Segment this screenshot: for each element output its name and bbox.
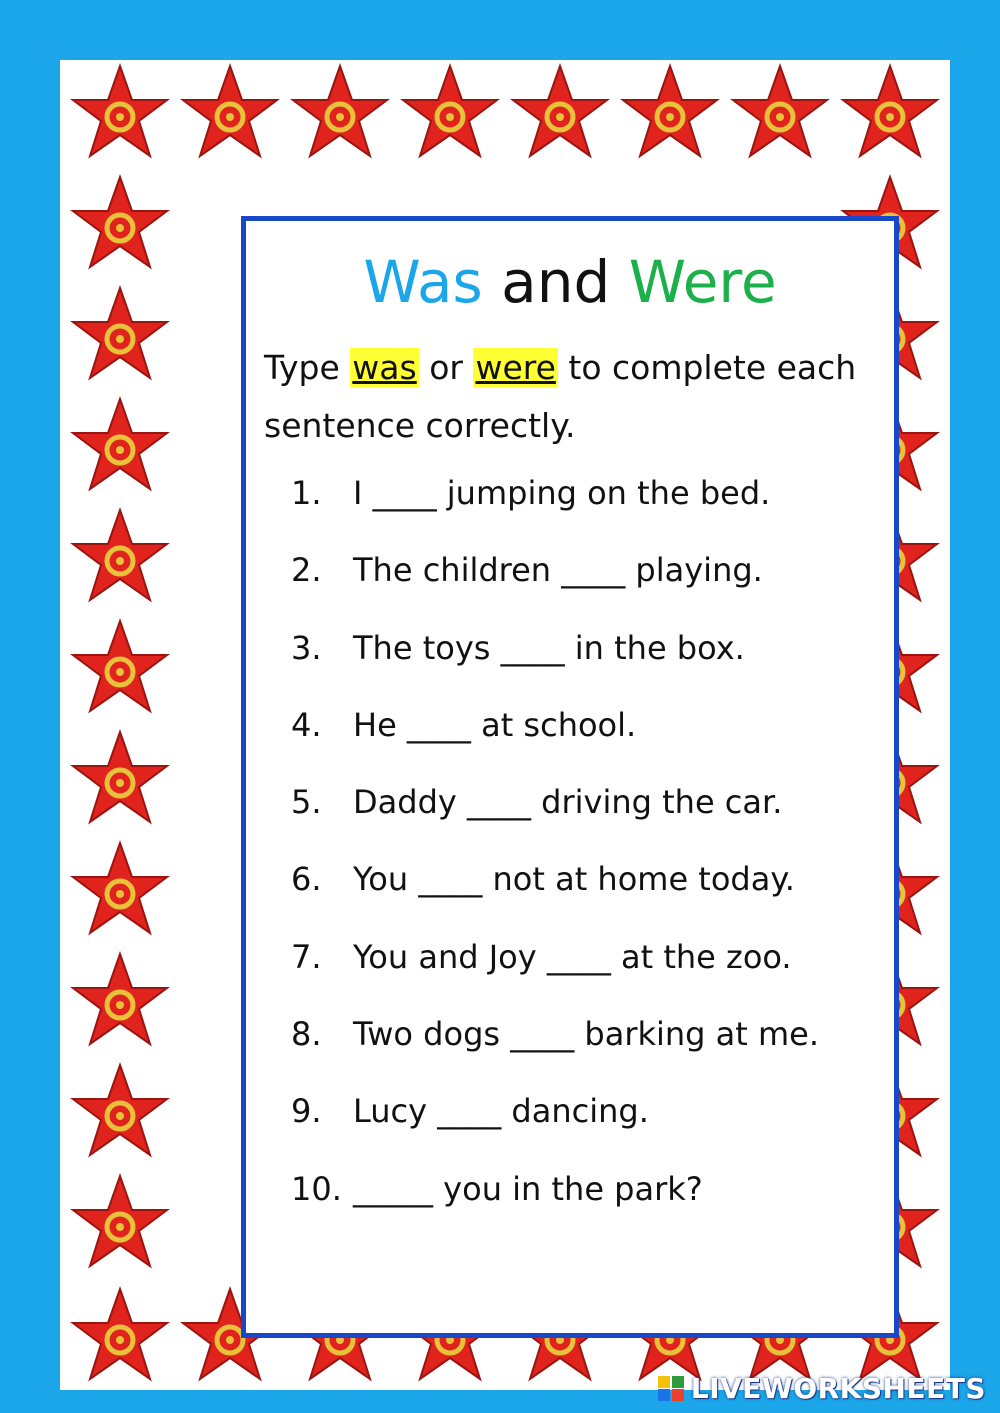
worksheet-page	[60, 60, 950, 1390]
title-was: Was	[363, 248, 483, 316]
question-text[interactable]: Lucy ____ dancing.	[353, 1092, 649, 1131]
question-text[interactable]: You and Joy ____ at the zoo.	[353, 937, 792, 976]
question-item	[291, 1087, 891, 1164]
question-number: 2.	[291, 551, 322, 590]
question-text[interactable]: Two dogs ____ barking at me.	[353, 1015, 820, 1054]
question-text[interactable]: I ____ jumping on the bed.	[353, 474, 771, 512]
question-item	[291, 1165, 891, 1242]
star-decoration-icon	[70, 839, 170, 939]
question-item	[291, 624, 891, 701]
star-decoration-icon	[70, 1285, 170, 1385]
question-list	[291, 469, 891, 1242]
star-decoration-icon	[400, 62, 500, 162]
star-decoration-icon	[510, 62, 610, 162]
question-text[interactable]: Daddy ____ driving the car.	[353, 783, 783, 822]
star-decoration-icon	[70, 950, 170, 1050]
question-number: 9.	[291, 1092, 322, 1131]
question-item	[291, 933, 891, 1010]
content-panel	[241, 216, 899, 1338]
question-item	[291, 1010, 891, 1087]
question-text[interactable]: He ____ at school.	[353, 705, 637, 744]
liveworksheets-footer[interactable]	[657, 1371, 986, 1405]
star-decoration-icon	[180, 62, 280, 162]
question-text[interactable]: The toys ____ in the box.	[353, 628, 745, 667]
question-number: 4.	[291, 705, 322, 744]
star-decoration-icon	[730, 62, 830, 162]
title-were: Were	[628, 248, 777, 316]
star-decoration-icon	[70, 284, 170, 384]
instructions-suffix: to complete each sentence correctly.	[264, 348, 857, 445]
star-decoration-icon	[70, 395, 170, 495]
star-decoration-icon	[70, 1061, 170, 1161]
star-decoration-icon	[70, 1172, 170, 1272]
question-item	[291, 778, 891, 855]
question-text[interactable]: _____ you in the park?	[353, 1169, 703, 1208]
question-number: 10.	[291, 1169, 342, 1208]
star-decoration-icon	[70, 173, 170, 273]
star-decoration-icon	[620, 62, 720, 162]
liveworksheets-logo-icon	[657, 1373, 687, 1403]
question-number: 8.	[291, 1015, 322, 1054]
star-decoration-icon	[70, 728, 170, 828]
question-number: 1.	[291, 474, 322, 512]
question-text[interactable]: You ____ not at home today.	[353, 860, 795, 899]
question-item	[291, 701, 891, 778]
question-item	[291, 855, 891, 932]
title-and: and	[482, 248, 629, 316]
instructions-prefix: Type	[264, 348, 351, 387]
highlight-was: was	[352, 348, 417, 387]
star-decoration-icon	[290, 62, 390, 162]
star-decoration-icon	[70, 617, 170, 717]
question-number: 3.	[291, 628, 322, 667]
question-text[interactable]: The children ____ playing.	[353, 551, 763, 590]
footer-brand: LIVEWORKSHEETS	[690, 1371, 986, 1405]
question-number: 6.	[291, 860, 322, 899]
highlight-were: were	[475, 348, 556, 387]
star-decoration-icon	[70, 62, 170, 162]
star-decoration-icon	[70, 506, 170, 606]
star-decoration-icon	[840, 62, 940, 162]
question-item	[291, 546, 891, 623]
page-title	[246, 249, 894, 315]
question-number: 7.	[291, 937, 322, 976]
instructions-middle: or	[418, 348, 474, 387]
instructions	[264, 339, 884, 455]
question-number: 5.	[291, 783, 322, 822]
question-item	[291, 469, 891, 546]
